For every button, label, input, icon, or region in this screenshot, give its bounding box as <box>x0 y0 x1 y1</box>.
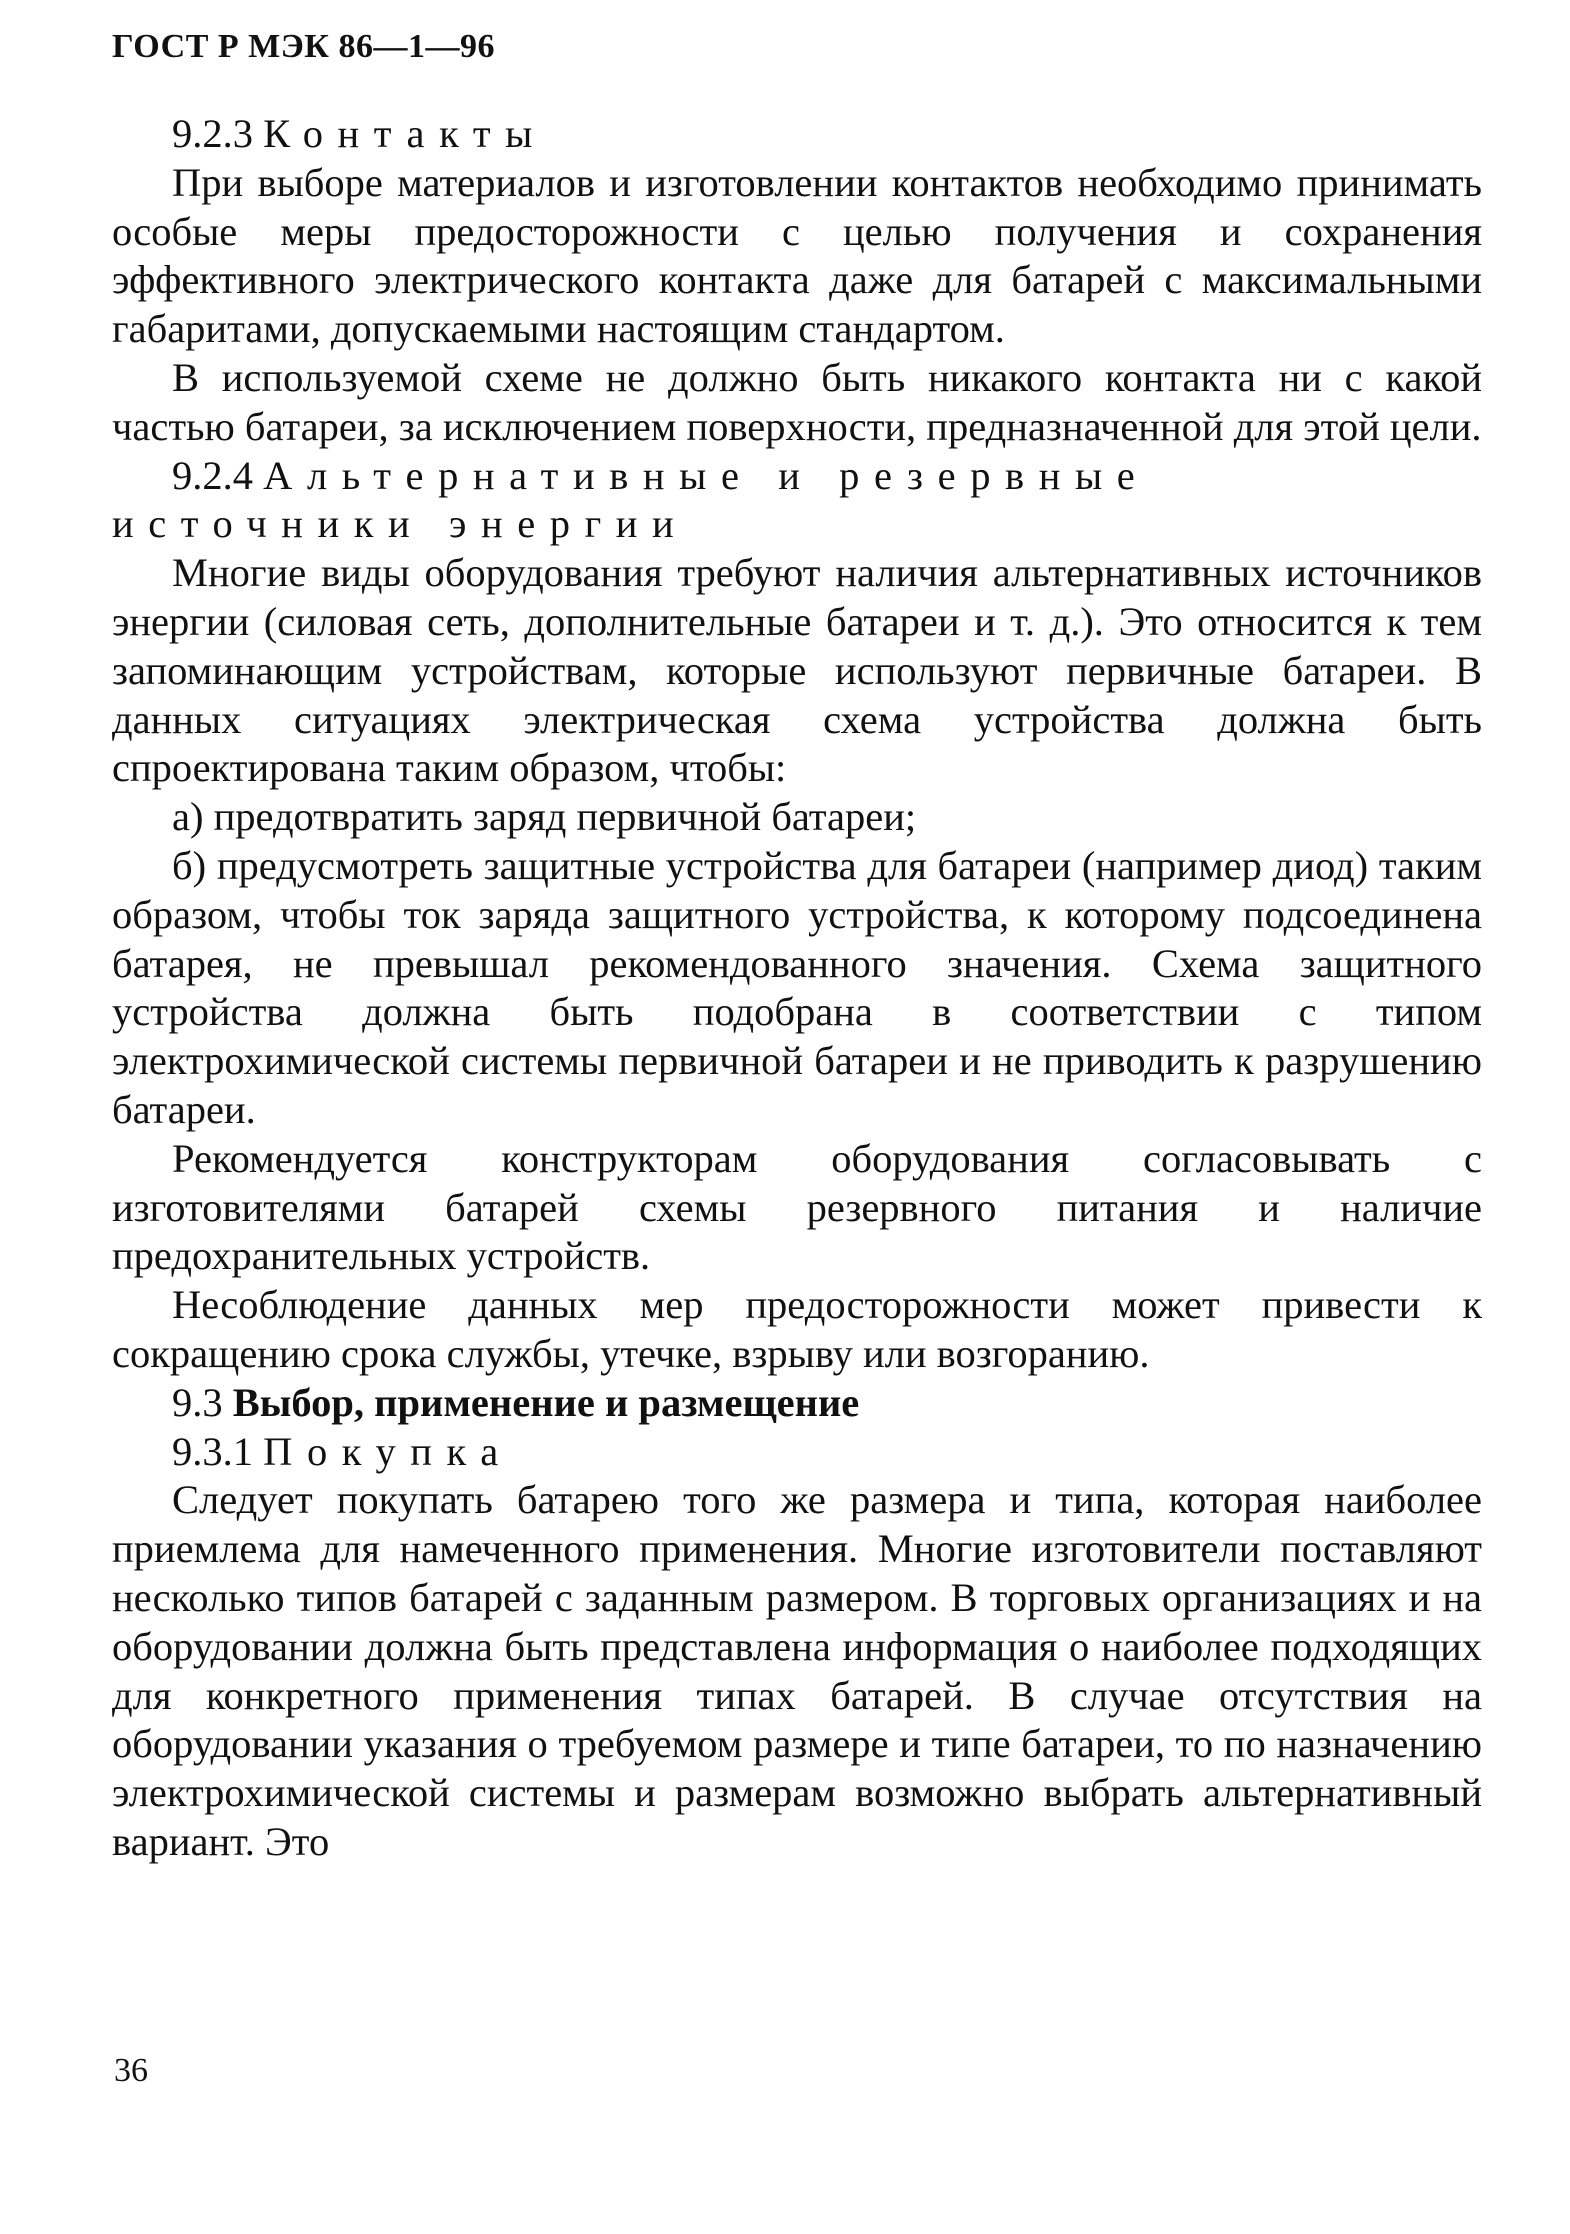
section-title: Выбор, применение и размещение <box>232 1379 860 1425</box>
paragraph: Несоблюдение данных мер предосторожности может привести к сокращению срока службы, утечке, взрыву или возгоранию. <box>112 1282 1482 1376</box>
paragraph: Следует покупать батарею того же размера и типа, которая наиболее приемлема для намеченного применения. Многие изготовители поставляют несколько типов батарей с заданным размером. В торговых организациях и на оборудовании должна быть представлена информация о наиболее подходящих для конкретного применения типах батарей. В случае отсутствия на оборудовании указания о требуемом размере и типе батареи, то по назначению электрохимической системы и размерам возможно выбрать альтернативный вариант. Это <box>112 1477 1482 1864</box>
document-header: ГОСТ Р МЭК 86—1—96 <box>112 28 495 65</box>
section-heading-9-3 <box>112 1379 1482 1428</box>
document-body <box>112 110 1482 1867</box>
section-number: 9.2.4 <box>172 452 253 498</box>
paragraph: Многие виды оборудования требуют наличия альтернативных источников энергии (силовая сеть, дополнительные батареи и т. д.). Это относится к тем запоминающим устройствам, которые используют первичные батареи. В данных ситуациях электрическая схема устройства должна быть спроектирована таким образом, чтобы: <box>112 550 1482 791</box>
paragraph: В используемой схеме не должно быть никакого контакта ни с какой частью батареи, за исключением поверхности, предназначенной для этой цели. <box>112 354 1482 449</box>
section-heading-9-2-3 <box>112 110 1482 159</box>
paragraph: Рекомендуется конструкторам оборудования согласовывать с изготовителями батарей схемы резервного питания и наличие предохранительных устройств. <box>112 1135 1482 1279</box>
list-item: а) предотвратить заряд первичной батареи; <box>172 794 917 840</box>
section-title: Альтернативные и резервные источники энергии <box>112 452 1150 547</box>
section-number: 9.3 <box>172 1379 223 1425</box>
section-heading-9-2-4 <box>112 452 1482 550</box>
section-heading-9-3-1 <box>112 1428 1482 1477</box>
section-title: Покупка <box>263 1428 513 1474</box>
section-number: 9.3.1 <box>172 1428 253 1474</box>
section-title: Контакты <box>263 111 547 156</box>
page-number: 36 <box>114 2052 148 2089</box>
list-item: б) предусмотреть защитные устройства для батареи (например диод) таким образом, чтобы ток заряда защитного устройства, к которому подсоединена батарея, не превышал рекомендованного значения. Схема защитного устройства должна быть подобрана в соответствии с типом электрохимической системы первичной батареи и не приводить к разрушению батареи. <box>112 842 1482 1132</box>
paragraph: При выборе материалов и изготовлении контактов необходимо принимать особые меры предосторожности с целью получения и сохранения эффективного электрического контакта даже для батарей с максимальными габаритами, допускаемыми настоящим стандартом. <box>112 159 1482 352</box>
section-number: 9.2.3 <box>172 111 253 156</box>
